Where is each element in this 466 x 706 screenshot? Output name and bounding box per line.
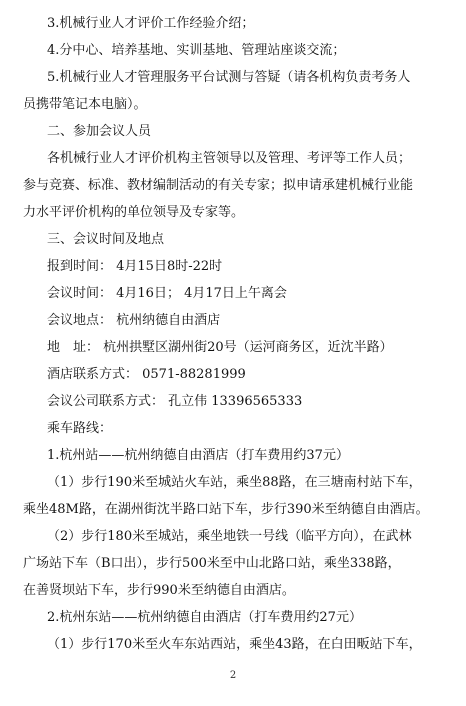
attendees-paragraph-line: 参与竞赛、标准、教材编制活动的有关专家；拟申请承建机械行业能 [23, 178, 414, 193]
hotel-contact: 酒店联系方式： 0571-88281999 [47, 367, 246, 382]
transport-heading: 乘车路线： [47, 421, 113, 436]
section-heading-time-place: 三、会议时间及地点 [47, 232, 165, 247]
route-east-option-1: （1）步行170米至火车东站西站，乘坐43路，在白田畈站下车， [47, 637, 422, 652]
route-hangzhou-east-station: 2.杭州东站——杭州纳德自由酒店（打车费用约27元） [47, 610, 362, 625]
route-option-1: （1）步行190米至城站火车站，乘坐88路，在三塘南村站下车， [47, 475, 422, 490]
meeting-time: 会议时间： 4月16日； 4月17日上午离会 [47, 286, 287, 301]
meeting-location: 会议地点： 杭州纳德自由酒店 [47, 313, 221, 328]
route-option-2-continued: 在善贤坝站下车，步行990米至纳德自由酒店。 [23, 583, 295, 598]
route-hangzhou-station: 1.杭州站——杭州纳德自由酒店（打车费用约37元） [47, 448, 349, 463]
route-option-2-continued: 广场站下车（B口出），步行500米至中山北路口站，乘坐338路， [23, 556, 401, 571]
agenda-item-4: 4.分中心、培养基地、实训基地、管理站座谈交流； [47, 43, 346, 58]
route-option-2: （2）步行180米至城站，乘坐地铁一号线（临平方向），在武林 [47, 529, 412, 544]
agenda-item-5-continued: 员携带笔记本电脑）。 [23, 97, 147, 112]
hotel-address: 地 址： 杭州拱墅区湖州街20号（运河商务区，近沈半路） [47, 340, 393, 355]
agenda-item-5: 5.机械行业人才管理服务平台试测与答疑（请各机构负责考务人 [47, 70, 411, 85]
route-option-1-continued: 乘坐48M路，在湖州街沈半路口站下车，步行390米至纳德自由酒店。 [23, 502, 429, 517]
attendees-paragraph-line: 各机械行业人才评价机构主管领导以及管理、考评等工作人员； [47, 151, 412, 166]
section-heading-attendees: 二、参加会议人员 [47, 124, 152, 139]
organizer-contact: 会议公司联系方式： 孔立伟 13396565333 [47, 394, 303, 409]
agenda-item-3: 3.机械行业人才评价工作经验介绍； [47, 16, 255, 31]
registration-time: 报到时间： 4月15日8时-22时 [47, 259, 223, 274]
attendees-paragraph-line: 力水平评价机构的单位领导及专家等。 [23, 205, 245, 220]
page-number: 2 [229, 670, 237, 681]
